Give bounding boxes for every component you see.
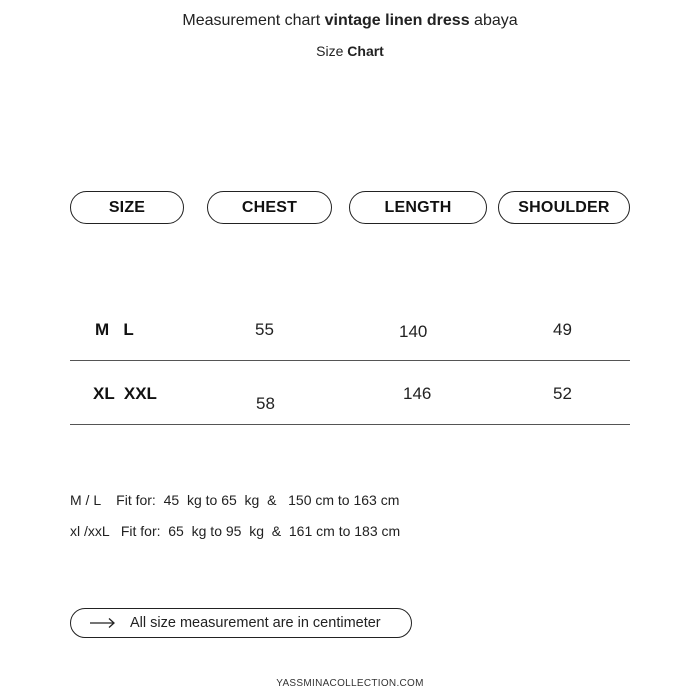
row-chest-value: 58 [256,394,275,413]
row-divider [70,360,630,361]
row-shoulder-value: 49 [553,320,572,339]
row-shoulder-value: 52 [553,384,572,403]
title-suffix: abaya [474,12,518,29]
measurement-note-text: All size measurement are in centimeter [130,615,381,631]
row-size-label: M L [95,320,134,339]
row-length-value: 146 [403,384,432,403]
title-product-name: vintage linen dress [324,12,470,29]
subtitle-bold: Chart [347,43,384,59]
subtitle-prefix: Size [316,43,344,59]
row-size-label: XL XXL [93,384,157,403]
column-header-chest: CHEST [207,191,332,224]
page-title [0,12,700,30]
row-divider [70,424,630,425]
row-chest-value: 55 [255,320,274,339]
footer-website: YASSMINACOLLECTION.COM [276,678,424,689]
fit-line-xl-xxl: xl /xxL Fit for: 65 kg to 95 kg & 161 cm to 183 cm [70,523,401,539]
page-subtitle [0,43,700,59]
column-header-length: LENGTH [349,191,487,224]
fit-line-m-l: M / L Fit for: 45 kg to 65 kg & 150 cm to 163 cm [70,492,400,508]
arrow-right-icon [90,617,116,629]
column-header-shoulder: SHOULDER [498,191,630,224]
title-prefix: Measurement chart [182,12,321,29]
column-header-size: SIZE [70,191,184,224]
row-length-value: 140 [399,322,428,341]
measurement-note [70,608,412,638]
